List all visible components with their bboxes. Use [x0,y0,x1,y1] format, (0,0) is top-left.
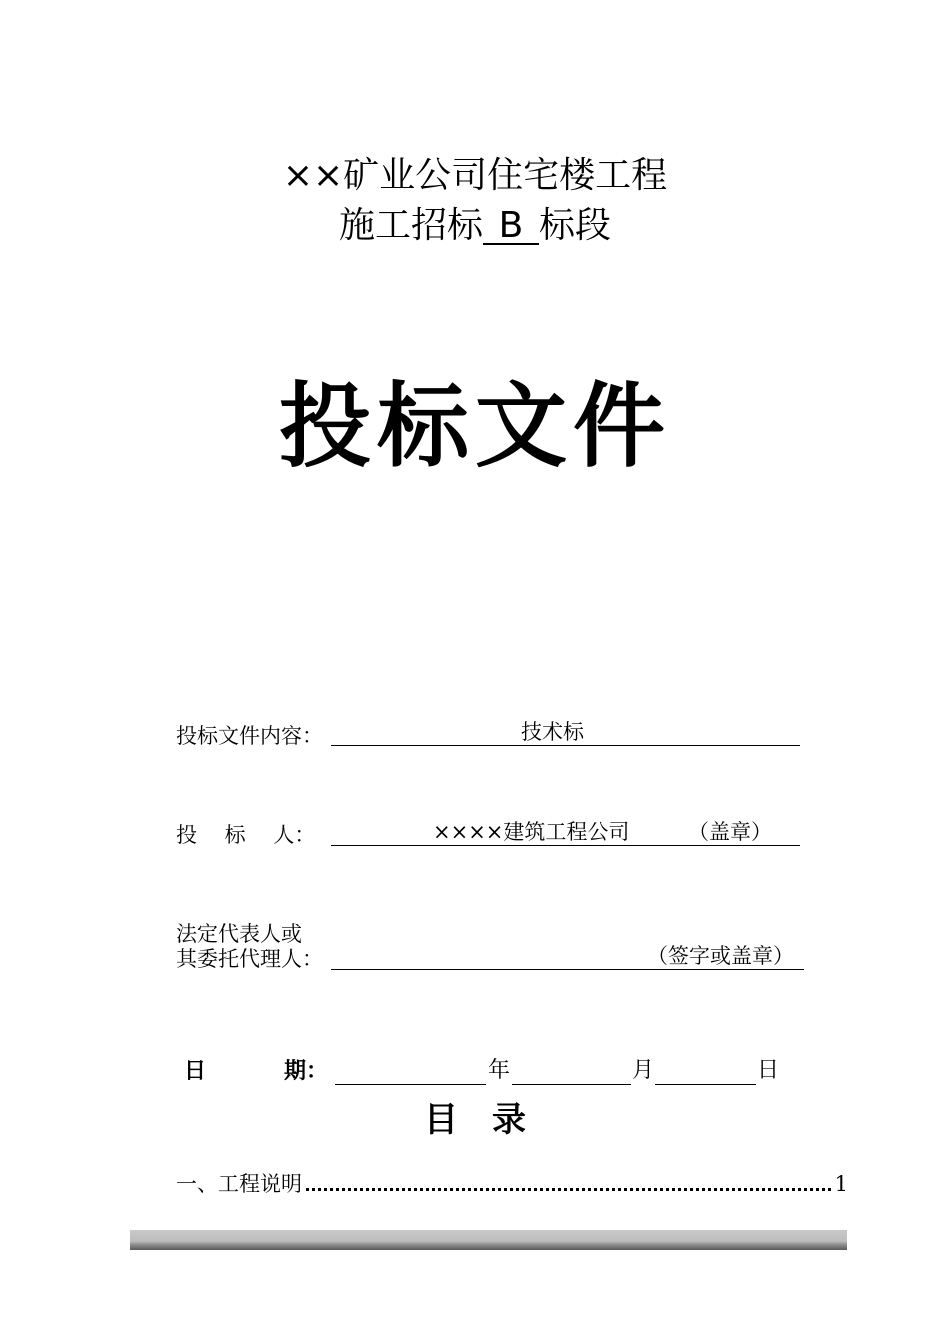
date-day-label: 日 [757,1058,780,1083]
bidder-label: 投 标 人： [176,823,316,847]
section-title-suffix: 标段 [539,205,612,246]
date-day-field [655,1058,756,1085]
date-label-part1: 日 [184,1058,207,1084]
bidder-field [331,820,800,846]
project-title-text: ××矿业公司住宅楼工程 [282,155,668,196]
section-title-prefix: 施工招标 [338,205,483,246]
legal-rep-label-line1: 法定代表人或 [176,922,302,946]
date-label-part2: 期： [284,1058,329,1084]
bidder-value: ××××建筑工程公司 [433,820,630,844]
toc-title: 目 录 [424,1100,526,1140]
page-footer-bar [130,1230,847,1250]
date-year-label: 年 [488,1058,511,1083]
toc-entry-page: 1 [834,1172,848,1196]
content-label: 投标文件内容： [176,724,323,748]
content-value: 技术标 [521,720,584,744]
toc-dot-leader [306,1188,831,1191]
legal-rep-label-line2: 其委托代理人： [176,947,323,971]
document-title: 投标文件 [278,373,671,480]
toc-entry[interactable] [176,1170,848,1198]
toc-entry-text: 一、工程说明 [176,1172,302,1196]
section-letter: B [483,209,539,245]
project-title [0,154,950,198]
content-field [331,720,800,746]
date-month-field [512,1058,631,1085]
date-year-field [335,1058,486,1085]
legal-rep-sign-note: （签字或盖章） [647,944,794,968]
bidder-seal-note: （盖章） [688,820,772,844]
date-month-label: 月 [632,1058,655,1083]
legal-rep-field [331,944,804,970]
section-title [0,204,950,248]
